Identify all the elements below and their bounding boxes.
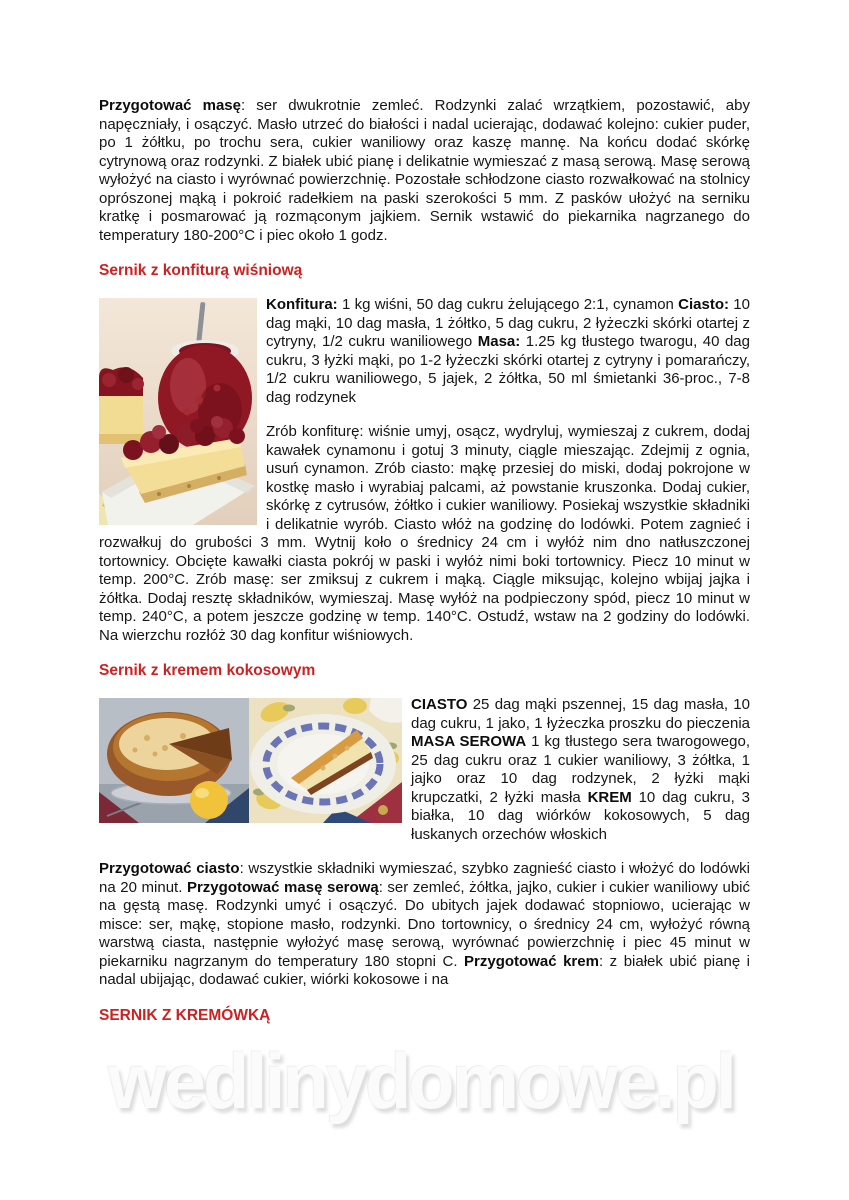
cherry-cheesecake-illustration <box>99 298 257 525</box>
coconut-cheesecake-instructions: Przygotować ciasto: wszystkie składniki wymieszać, szybko zagnieść ciasto i włożyć do lodówki na 20 minut. Przygotować masę serową: ser zemleć, żółtka, jajko, cukier i cukier waniliowy ubić na gęstą masę. Rodzynki umyć i osączyć. Do ubitych jajek dodawać stopniowo, ucierając w misce: ser, mąkę, stopione masło, rodzynki. Dno tortownicy, o średnicy 24 cm, wyłożyć równą warstwą ciasta, następnie wyłożyć masę serową, wyrównać powierzchnię i piec 45 minut w piekarniku nagrzanym do temperatury 180 stopni C. Przygotować krem: z białek ubić pianę i nadal ubijając, dodawać cukier, wiórki kokosowe i na <box>99 860 751 988</box>
section-coconut-cream-cheesecake <box>99 696 750 844</box>
cherry-cheesecake-photo <box>99 298 257 525</box>
coconut-cheesecake-illustration <box>99 698 402 823</box>
heading-sernik-z-kremowka: SERNIK Z KREMÓWKĄ <box>99 1006 271 1024</box>
coconut-cheesecake-ingredients: CIASTO 25 dag mąki pszennej, 15 dag masła, 10 dag cukru, 1 jako, 1 łyżeczka proszku do pieczenia MASA SEROWA 1 kg tłustego sera twarogowego, 25 dag cukru oraz 1 cukier waniliowy, 3 żółtka, 1 jajko oraz 10 dag rodzynek, 2 łyżki mąki krupczatki, 2 łyżki masła KREM 10 dag cukru, 3 białka, 10 dag wiórków kokosowych, 5 dag łuskanych orzechów włoskich <box>411 696 750 843</box>
paragraph-cheese-mass-preparation: Przygotować masę: ser dwukrotnie zemleć. Rodzynki zalać wrzątkiem, pozostawić, aby napęczniały, i osączyć. Masło utrzeć do białości i nadal ucierając, dodawać kolejno: cukier puder, po 1 żółtku, po trochu sera, cukier waniliowy oraz kaszę mannę. Na końcu dodać skórkę cytrynową oraz rodzynki. Z białek ubić pianę i delikatnie wymieszać z masą serową. Masę serową wyłożyć na ciasto i wyrównać powierzchnię. Pozostałe schłodzone ciasto rozwałkować na stolnicy oprószonej mąką i pokroić radełkiem na paski szerokości 5 mm. Z pasków ułożyć na serniku kratkę i posmarować ją rozmąconym jajkiem. Sernik wstawić do piekarnika nagrzanego do temperatury 180-200°C i piec około 1 godz. <box>99 97 750 244</box>
heading-coconut-cream-cheesecake: Sernik z kremem kokosowym <box>99 662 316 679</box>
coconut-cheesecake-photo <box>99 698 402 823</box>
section-cherry-jam-cheesecake <box>99 296 750 645</box>
watermark-wedlinydomowe: wedlinydomowe.pl <box>108 1037 735 1125</box>
cherry-cheesecake-instructions: Zrób konfiturę: wiśnie umyj, osącz, wydryluj, wymieszaj z cukrem, dodaj kawałek cynamonu i gotuj 3 minuty, ciągle mieszając. Zdejmij z ognia, usuń cynamon. Zrób ciasto: mąkę przesiej do miski, dodaj pokrojone w kostkę masło i wyrabiaj palcami, aż powstanie kruszonka. Dodaj cukier, skórkę z cytrusów, żółtko i cukier waniliowy. Posiekaj wszystkie składniki i delikatnie wyrób. Ciasto włóż na godzinę do lodówki. Potem zagnieć i rozwałkuj do grubości 3 mm. Wytnij koło o średnicy 24 cm i wyłóż nim dno natłuszczonej tortownicy. Obcięte kawałki ciasta pokrój w paski i wyłóż nimi boki tortownicy. Piecz 10 minut w temp. 200°C. Zrób masę: ser zmiksuj z cukrem i mąką. Ciągle miksując, kolejno wbijaj jajka i żółtka. Dodaj resztę składników, wymieszaj. Masę wyłóż na podpieczony spód, piecz 10 minut w temp. 240°C, a potem jeszcze godzinę w temp. 140°C. Ostudź, wstaw na 2 godziny do lodówki. Na wierzchu rozłóż 30 dag konfitur wiśniowych. <box>99 423 750 644</box>
cherry-cheesecake-ingredients: Konfitura: 1 kg wiśni, 50 dag cukru żelującego 2:1, cynamon Ciasto: 10 dag mąki, 10 dag masła, 1 żółtko, 5 dag cukru, 2 łyżeczki skórki otartej z cytryny, 1/2 cukru waniliowego Masa: 1.25 kg tłustego twarogu, 40 dag cukru, 3 łyżki mąki, po 1-2 łyżeczki skórki otartej z cytryny i pomarańczy, 1/2 cukru waniliowego, 5 jajek, 2 żółtka, 50 ml śmietanki 36-proc., 7-8 dag rodzynek <box>266 296 750 406</box>
heading-cherry-jam-cheesecake: Sernik z konfiturą wiśniową <box>99 262 303 279</box>
